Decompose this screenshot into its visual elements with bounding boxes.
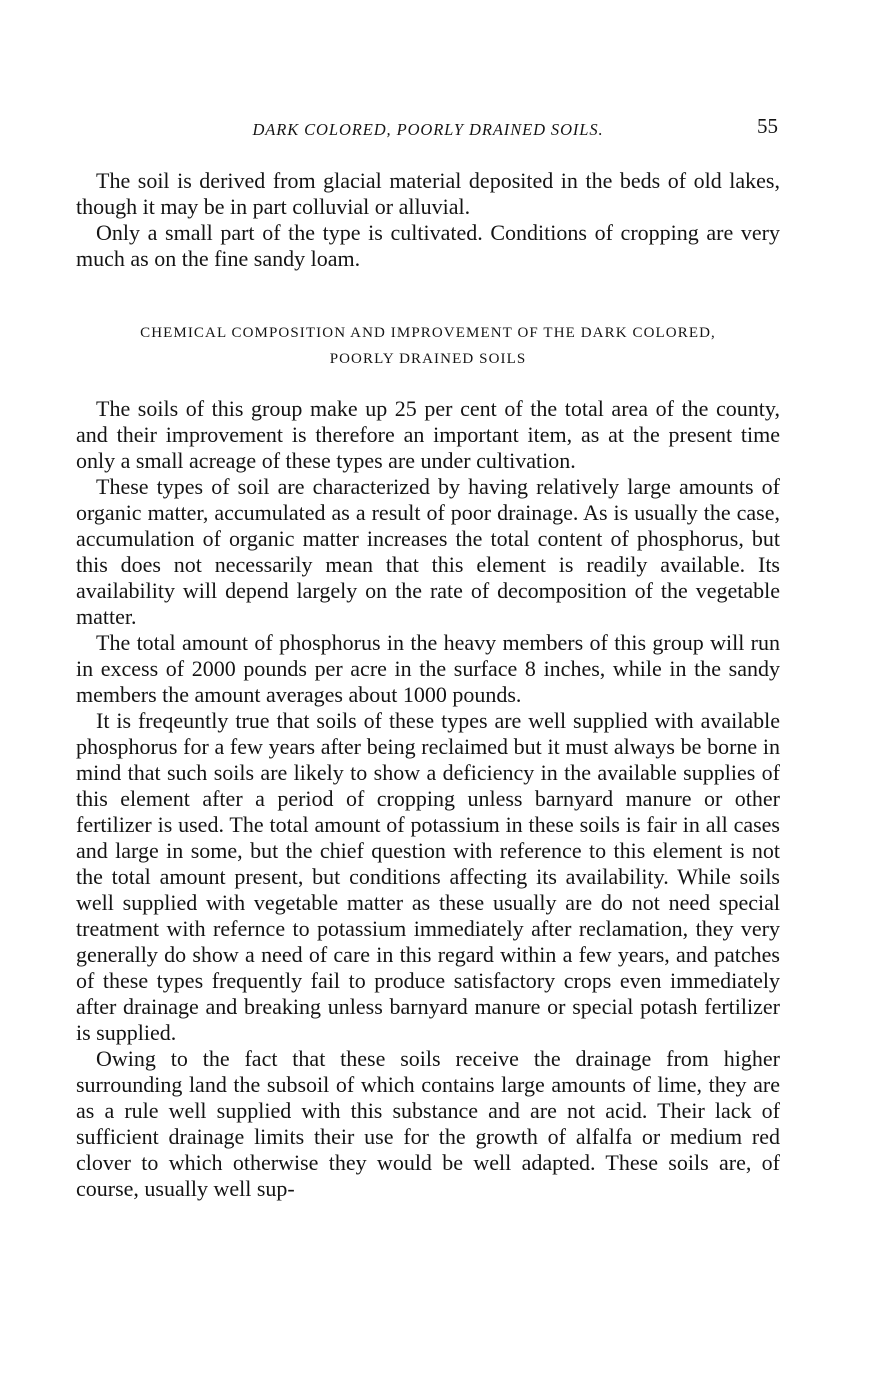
body-paragraph: These types of soil are characterized by having relatively large amounts of organic matter, accumulated as a result of poor drainage. As is usually the case, accumulation of organic matter increases the total content of phosphorus, but this does not necessarily mean that this element is readily available. Its availability will depend largely on the rate of decomposition of the vegetable matter. xyxy=(76,474,780,629)
running-head xyxy=(76,112,780,146)
body-paragraph: The soils of this group make up 25 per cent of the total area of the county, and their improvement is therefore an important item, as at the present time only a small acreage of these types are under cultivation. xyxy=(76,396,780,473)
intro-paragraph: The soil is derived from glacial material deposited in the beds of old lakes, though it may be in part colluvial or alluvial. xyxy=(76,168,780,219)
running-title: DARK COLORED, POORLY DRAINED SOILS. xyxy=(252,120,604,139)
page-number: 55 xyxy=(757,114,778,138)
body-paragraph: The total amount of phosphorus in the heavy members of this group will run in excess of 2000 pounds per acre in the surface 8 inches, while in the sandy members the amount averages about 1000 pounds. xyxy=(76,630,780,707)
section-heading-line: POORLY DRAINED SOILS xyxy=(329,351,527,367)
intro-paragraph: Only a small part of the type is cultivated. Conditions of cropping are very much as on the fine sandy loam. xyxy=(76,220,780,271)
body-paragraph: It is freqeuntly true that soils of these types are well supplied with available phosphorus for a few years after being reclaimed but it must always be borne in mind that such soils are likely to show a deficiency in the available supplies of this element after a period of cropping unless barnyard manure or other fertilizer is used. The total amount of potassium in these soils is fair in all cases and large in some, but the chief question with reference to this element is not the total amount present, but conditions affecting its availability. While soils well supplied with vegetable matter as these usually are do not need special treatment with refernce to potassium immediately after reclamation, they very generally do show a need of care in this regard within a few years, and patches of these types frequently fail to produce satisfactory crops even immediately after drainage and breaking unless barnyard manure or special potash fertilizer is supplied. xyxy=(76,708,780,1045)
section-heading-line: CHEMICAL COMPOSITION AND IMPROVEMENT OF THE DARK COLORED, xyxy=(140,325,716,341)
section-heading xyxy=(76,320,780,372)
book-page xyxy=(76,112,780,1202)
body-paragraph: Owing to the fact that these soils receive the drainage from higher surrounding land the subsoil of which contains large amounts of lime, they are as a rule well supplied with this substance and are not acid. Their lack of sufficient drainage limits their use for the growth of alfalfa or medium red clover to which otherwise they would be well adapted. These soils are, of course, usually well sup- xyxy=(76,1046,780,1201)
